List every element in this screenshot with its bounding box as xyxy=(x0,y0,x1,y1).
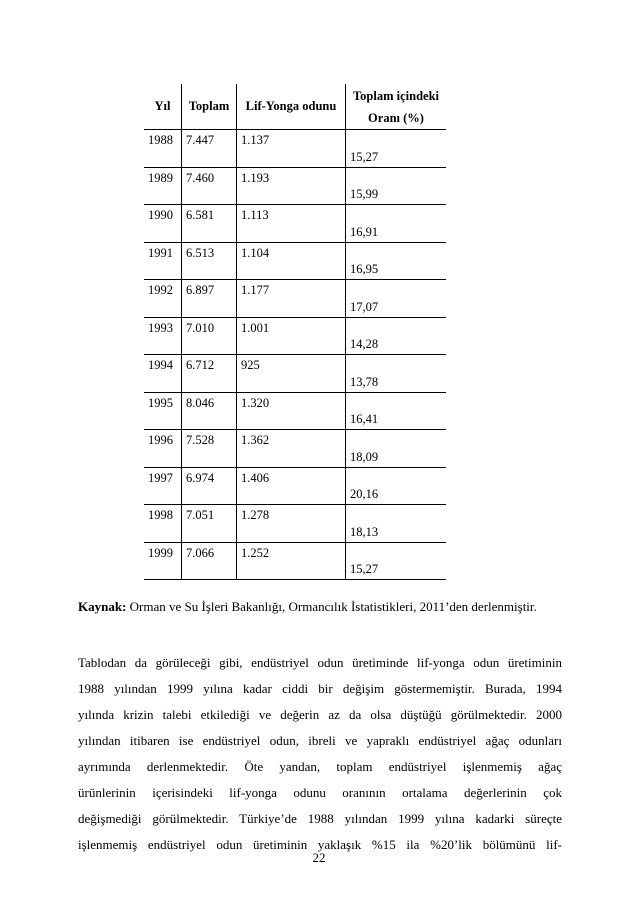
cell-oran: 16,41 xyxy=(346,392,447,430)
cell-oran: 13,78 xyxy=(346,355,447,393)
table-row xyxy=(144,430,446,468)
table-row xyxy=(144,355,446,393)
cell-toplam: 7.460 xyxy=(182,167,237,205)
header-lif-yonga: Lif-Yonga odunu xyxy=(237,84,346,130)
cell-lif: 1.252 xyxy=(237,542,346,580)
cell-toplam: 8.046 xyxy=(182,392,237,430)
source-text: Orman ve Su İşleri Bakanlığı, Ormancılık İstatistikleri, 2011’den derlenmiştir. xyxy=(126,599,537,614)
cell-toplam: 6.897 xyxy=(182,280,237,318)
cell-toplam: 7.447 xyxy=(182,130,237,168)
header-oran-line2: Oranı (%) xyxy=(368,110,424,125)
cell-oran: 15,27 xyxy=(346,130,447,168)
cell-lif: 1.177 xyxy=(237,280,346,318)
cell-toplam: 6.712 xyxy=(182,355,237,393)
cell-oran: 16,91 xyxy=(346,205,447,243)
cell-yil: 1993 xyxy=(148,320,173,335)
table-header-row xyxy=(144,84,446,130)
cell-lif: 1.113 xyxy=(237,205,346,243)
table-row xyxy=(144,505,446,543)
cell-toplam: 6.974 xyxy=(182,467,237,505)
header-oran-line1: Toplam içindeki xyxy=(352,88,440,103)
cell-lif: 925 xyxy=(237,355,346,393)
cell-lif: 1.320 xyxy=(237,392,346,430)
table-row xyxy=(144,542,446,580)
cell-lif: 1.193 xyxy=(237,167,346,205)
cell-toplam: 7.066 xyxy=(182,542,237,580)
cell-toplam: 6.581 xyxy=(182,205,237,243)
cell-oran: 20,16 xyxy=(346,467,447,505)
header-oran xyxy=(346,84,447,130)
cell-lif: 1.104 xyxy=(237,242,346,280)
cell-toplam: 7.010 xyxy=(182,317,237,355)
cell-yil: 1994 xyxy=(148,358,173,372)
cell-oran: 15,27 xyxy=(346,542,447,580)
cell-yil: 1990 xyxy=(148,208,173,222)
cell-yil: 1989 xyxy=(148,170,173,185)
page-number: 22 xyxy=(312,850,326,865)
paragraph-line: ürünlerinin içerisindeki lif-yonga odunu oranının ortalama değerlerinin çok xyxy=(78,785,562,800)
cell-lif: 1.406 xyxy=(237,467,346,505)
cell-yil: 1995 xyxy=(148,395,173,410)
cell-lif: 1.362 xyxy=(237,430,346,468)
cell-lif: 1.278 xyxy=(237,505,346,543)
cell-yil: 1999 xyxy=(148,545,173,560)
cell-yil: 1996 xyxy=(148,433,173,447)
cell-yil: 1988 xyxy=(148,133,173,147)
cell-toplam: 6.513 xyxy=(182,242,237,280)
paragraph-line: Tablodan da görüleceği gibi, endüstriyel odun üretiminde lif-yonga odun üretiminin xyxy=(78,655,562,670)
paragraph-line: yılından itibaren ise endüstriyel odun, ibreli ve yapraklı endüstriyel ağaç odunları xyxy=(78,733,562,748)
cell-lif: 1.137 xyxy=(237,130,346,168)
source-label: Kaynak: xyxy=(78,599,127,614)
cell-oran: 14,28 xyxy=(346,317,447,355)
cell-yil: 1998 xyxy=(148,508,173,522)
cell-toplam: 7.051 xyxy=(182,505,237,543)
table-row xyxy=(144,167,446,205)
paragraph-line: ayrımında derlenmektedir. Öte yandan, toplam endüstriyel işlenmemiş ağaç xyxy=(78,759,562,774)
cell-toplam: 7.528 xyxy=(182,430,237,468)
table-row xyxy=(144,467,446,505)
cell-oran: 18,13 xyxy=(346,505,447,543)
table-row xyxy=(144,130,446,168)
table-row xyxy=(144,317,446,355)
table-row xyxy=(144,392,446,430)
table-row xyxy=(144,242,446,280)
cell-oran: 17,07 xyxy=(346,280,447,318)
header-yil: Yıl xyxy=(154,99,171,113)
paragraph-line: 1988 yılından 1999 yılına kadar ciddi bir değişim göstermemiştir. Burada, 1994 xyxy=(78,681,562,696)
source-note xyxy=(78,594,562,620)
cell-yil: 1992 xyxy=(148,283,173,297)
paragraph-line: işlenmemiş endüstriyel odun üretiminin yaklaşık %15 ila %20’lik bölümünü lif- xyxy=(78,837,562,852)
production-table xyxy=(144,84,446,580)
header-toplam: Toplam xyxy=(182,84,237,130)
table-row xyxy=(144,205,446,243)
cell-oran: 15,99 xyxy=(346,167,447,205)
cell-yil: 1997 xyxy=(148,470,173,485)
cell-oran: 18,09 xyxy=(346,430,447,468)
paragraph-line: değişmediği görülmektedir. Türkiye’de 1988 yılından 1999 yılına kadarki süreçte xyxy=(78,811,562,826)
cell-oran: 16,95 xyxy=(346,242,447,280)
cell-yil: 1991 xyxy=(148,245,173,260)
table-row xyxy=(144,280,446,318)
cell-lif: 1.001 xyxy=(237,317,346,355)
body-paragraph xyxy=(78,650,562,858)
paragraph-line: yılında krizin talebi etkilediği ve değerin az da olsa düştüğü görülmektedir. 2000 xyxy=(78,707,562,722)
